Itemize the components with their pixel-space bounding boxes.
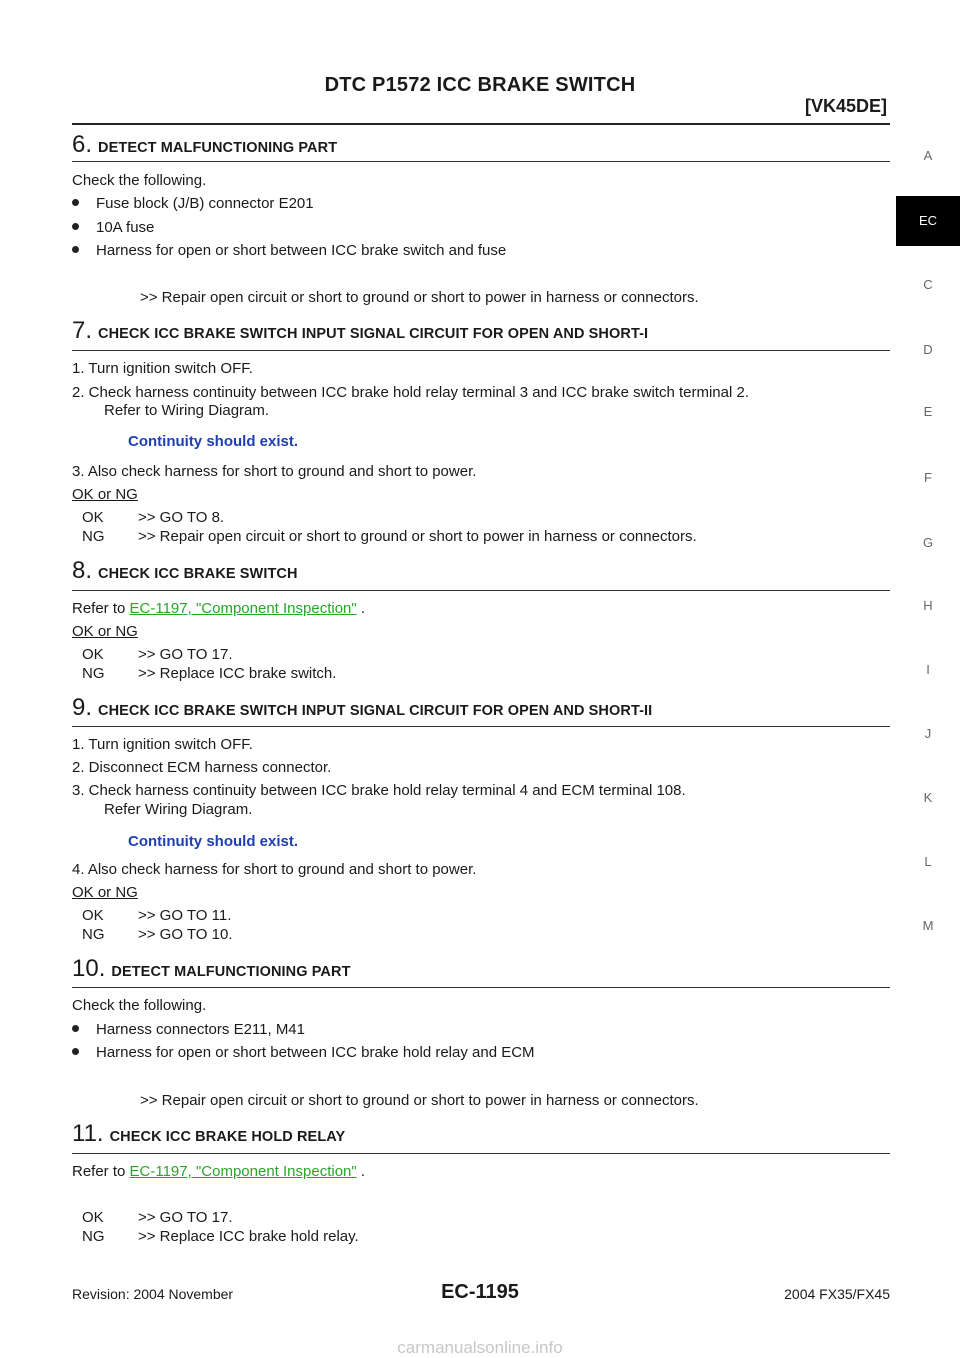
tab-e[interactable]: E bbox=[923, 404, 933, 419]
step-text: Refer Wiring Diagram. bbox=[104, 801, 253, 818]
ng-row: NG >> Replace ICC brake hold relay. bbox=[82, 1228, 359, 1245]
component-inspection-link[interactable]: EC-1197, "Component Inspection" bbox=[129, 600, 357, 617]
tab-h[interactable]: H bbox=[923, 598, 933, 613]
check-intro: Check the following. bbox=[72, 997, 207, 1014]
section-number: 11. bbox=[72, 1120, 104, 1147]
ok-or-ng-label: OK or NG bbox=[72, 623, 138, 640]
bullet-icon bbox=[72, 1025, 79, 1032]
section-number: 9. bbox=[72, 694, 93, 721]
check-intro: Check the following. bbox=[72, 172, 207, 189]
section-8-heading bbox=[72, 557, 298, 585]
result-action: >> Repair open circuit or short to ground or short to power in harness or connectors. bbox=[140, 289, 699, 306]
tab-c[interactable]: C bbox=[923, 277, 933, 292]
section-title: CHECK ICC BRAKE SWITCH INPUT SIGNAL CIRCUIT FOR OPEN AND SHORT-II bbox=[98, 703, 653, 719]
tab-ec[interactable]: EC bbox=[896, 196, 960, 246]
engine-code: [VK45DE] bbox=[804, 96, 887, 116]
tab-i[interactable]: I bbox=[926, 662, 930, 677]
tab-m[interactable]: M bbox=[922, 918, 934, 933]
refer-line: Refer to EC-1197, "Component Inspection" . bbox=[72, 1163, 366, 1180]
section-number: 6. bbox=[72, 131, 93, 158]
step-text: 4. Also check harness for short to ground and short to power. bbox=[72, 861, 477, 878]
step-text: 1. Turn ignition switch OFF. bbox=[72, 360, 253, 377]
tab-g[interactable]: G bbox=[922, 535, 934, 550]
spec-text: Continuity should exist. bbox=[128, 433, 299, 450]
component-inspection-link[interactable]: EC-1197, "Component Inspection" bbox=[129, 1163, 357, 1180]
section-title: DETECT MALFUNCTIONING PART bbox=[98, 140, 338, 156]
bullet-icon bbox=[72, 199, 79, 206]
step-text: Refer to Wiring Diagram. bbox=[104, 402, 270, 419]
step-text: 3. Also check harness for short to ground and short to power. bbox=[72, 463, 477, 480]
ok-row: OK >> GO TO 11. bbox=[82, 907, 232, 924]
tab-d[interactable]: D bbox=[923, 342, 933, 357]
spec-text: Continuity should exist. bbox=[128, 833, 299, 850]
section-title: CHECK ICC BRAKE SWITCH INPUT SIGNAL CIRCUIT FOR OPEN AND SHORT-I bbox=[98, 326, 649, 342]
section-rule bbox=[72, 726, 890, 727]
section-rule bbox=[72, 1153, 890, 1154]
ok-row: OK >> GO TO 17. bbox=[82, 646, 233, 663]
section-rule bbox=[72, 590, 890, 591]
section-rule bbox=[72, 161, 890, 162]
result-action: >> Repair open circuit or short to ground or short to power in harness or connectors. bbox=[140, 1092, 699, 1109]
section-number: 10. bbox=[72, 955, 106, 982]
ng-row: NG >> Replace ICC brake switch. bbox=[82, 665, 337, 682]
section-11-heading bbox=[72, 1120, 345, 1148]
section-9-heading bbox=[72, 694, 652, 722]
ok-or-ng-label: OK or NG bbox=[72, 884, 138, 901]
bullet-item: Fuse block (J/B) connector E201 bbox=[72, 195, 314, 212]
header-rule bbox=[72, 123, 890, 125]
section-rule bbox=[72, 987, 890, 988]
ng-row: NG >> GO TO 10. bbox=[82, 926, 233, 943]
ok-or-ng-label: OK or NG bbox=[72, 486, 138, 503]
section-number: 8. bbox=[72, 557, 93, 584]
tab-j[interactable]: J bbox=[924, 726, 932, 741]
bullet-item: 10A fuse bbox=[72, 219, 154, 236]
tab-a[interactable]: A bbox=[923, 148, 933, 163]
bullet-item: Harness connectors E211, M41 bbox=[72, 1021, 305, 1038]
section-number: 7. bbox=[72, 317, 93, 344]
section-rule bbox=[72, 350, 890, 351]
bullet-icon bbox=[72, 1048, 79, 1055]
section-title: CHECK ICC BRAKE SWITCH bbox=[98, 566, 298, 582]
tab-f[interactable]: F bbox=[924, 470, 932, 485]
ok-row: OK >> GO TO 8. bbox=[82, 509, 225, 526]
step-text: 2. Disconnect ECM harness connector. bbox=[72, 759, 332, 776]
page-number: EC-1195 bbox=[441, 1281, 519, 1303]
tab-l[interactable]: L bbox=[924, 854, 932, 869]
ok-row: OK >> GO TO 17. bbox=[82, 1209, 233, 1226]
section-6-heading bbox=[72, 131, 337, 159]
step-text: 1. Turn ignition switch OFF. bbox=[72, 736, 253, 753]
step-text: 3. Check harness continuity between ICC brake hold relay terminal 4 and ECM terminal 108. bbox=[72, 782, 686, 799]
watermark: carmanualsonline.info bbox=[397, 1338, 563, 1357]
page-title: DTC P1572 ICC BRAKE SWITCH bbox=[324, 74, 636, 96]
tab-k[interactable]: K bbox=[923, 790, 933, 805]
step-text: 2. Check harness continuity between ICC brake hold relay terminal 3 and ICC brake switch terminal 2. bbox=[72, 384, 749, 401]
bullet-icon bbox=[72, 246, 79, 253]
bullet-item: Harness for open or short between ICC brake switch and fuse bbox=[72, 242, 506, 259]
bullet-item: Harness for open or short between ICC brake hold relay and ECM bbox=[72, 1044, 535, 1061]
revision-date: Revision: 2004 November bbox=[72, 1286, 234, 1302]
vehicle-model: 2004 FX35/FX45 bbox=[784, 1286, 890, 1302]
ng-row: NG >> Repair open circuit or short to ground or short to power in harness or connectors. bbox=[82, 528, 697, 545]
section-title: DETECT MALFUNCTIONING PART bbox=[111, 964, 351, 980]
section-7-heading bbox=[72, 317, 648, 345]
section-10-heading bbox=[72, 955, 351, 983]
refer-line: Refer to EC-1197, "Component Inspection" . bbox=[72, 600, 366, 617]
section-title: CHECK ICC BRAKE HOLD RELAY bbox=[109, 1129, 346, 1145]
bullet-icon bbox=[72, 223, 79, 230]
